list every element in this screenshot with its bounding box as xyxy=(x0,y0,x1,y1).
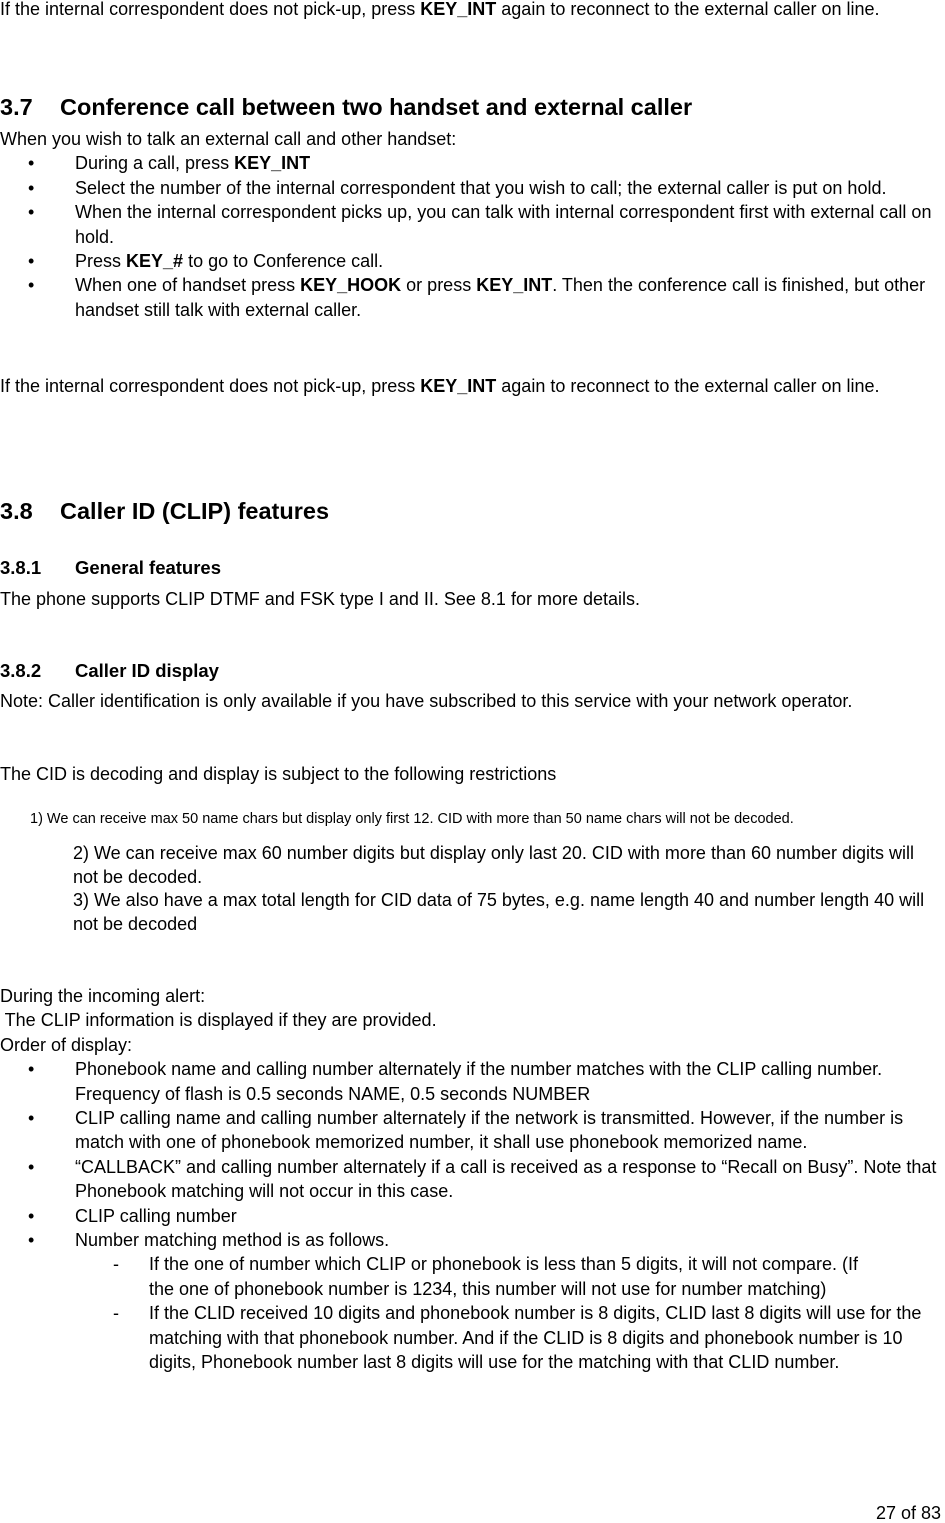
subsection-title: General features xyxy=(75,557,222,578)
page-number: 27 of 83 xyxy=(875,1503,941,1523)
paragraph-reconnect-top xyxy=(0,0,945,21)
section-title: Caller ID (CLIP) features xyxy=(60,498,330,524)
incoming-alert-block: During the incoming alert: The CLIP information is displayed if they are provided. Order of display: • Phonebook name and calling number alternately if the number matches with the CLIP calling number. Frequency of flash is 0.5 seconds NAME, 0.5 seconds NUMBER • CLIP calling name and calling number alternately if the network is transmitted. However, if the number is match with one of phonebook memorized number, it shall use phonebook memorized name. • “CALLBACK” and calling number alternately if a call is received as a response to “Recall on Busy”. Note that Phonebook matching will not occur in this case. • CLIP calling number • Number matching method is as follows. - If the one of number which CLIP or phonebook is less than 5 digits, it will not compare. (If the one of phonebook number is 1234, this number will not use for number matching) - If the CLID received 10 digits and phonebook number is 8 digits, CLID last 8 digits will use for the matching with that phonebook number. And if the CLID is 8 digits and phonebook number is 10 digits, Phonebook number last 8 digits will use for the matching with that CLID number. xyxy=(0,984,945,1375)
subsection-number: 3.8.1 xyxy=(0,557,42,578)
list-item: • CLIP calling number xyxy=(0,1204,945,1228)
text: If the internal correspondent does not pick-up, press xyxy=(0,0,421,19)
list-item: • CLIP calling name and calling number alternately if the network is transmitted. However, if the number is match with one of phonebook memorized number, it shall use phonebook memorized name. xyxy=(0,1106,945,1155)
paragraph-reconnect: If the internal correspondent does not pick-up, press KEY_INT again to reconnect to the external caller on line. xyxy=(0,376,880,396)
matching-method-list xyxy=(0,1252,945,1374)
general-features-text: The phone supports CLIP DTMF and FSK type I and II. See 8.1 for more details. xyxy=(0,589,640,609)
key-int-label: KEY_INT xyxy=(420,0,497,19)
section-number: 3.8 xyxy=(0,498,33,524)
section-heading-3-7 xyxy=(0,93,692,121)
list-item: - If the CLID received 10 digits and phonebook number is 8 digits, CLID last 8 digits will use for the matching with that phonebook number. And if the CLID is 8 digits and phonebook number is 10 digits, Phonebook number last 8 digits will use for the matching with that CLID number. xyxy=(0,1301,939,1374)
display-order-list xyxy=(0,1057,945,1252)
list-item: • Number matching method is as follows. xyxy=(0,1228,945,1252)
intro-text: When you wish to talk an external call and other handset: xyxy=(0,129,457,149)
list-item: • Phonebook name and calling number alternately if the number matches with the CLIP calling number. Frequency of flash is 0.5 seconds NAME, 0.5 seconds NUMBER xyxy=(0,1057,945,1106)
list-item: • Select the number of the internal correspondent that you wish to call; the external caller is put on hold. xyxy=(0,176,945,200)
text: again to reconnect to the external caller on line. xyxy=(496,0,880,19)
conference-steps-list xyxy=(0,151,945,322)
restriction-2: 2) We can receive max 60 number digits but display only last 20. CID with more than 60 number digits will not be decoded. xyxy=(73,843,915,888)
subsection-title: Caller ID display xyxy=(75,660,219,681)
list-item: • “CALLBACK” and calling number alternately if a call is received as a response to “Recall on Busy”. Note that Phonebook matching will not occur in this case. xyxy=(0,1155,945,1204)
subsection-heading-3-8-1 xyxy=(0,556,221,580)
section-heading-3-8 xyxy=(0,497,329,525)
subsection-heading-3-8-2 xyxy=(0,659,219,683)
subsection-number: 3.8.2 xyxy=(0,660,42,681)
restriction-1: 1) We can receive max 50 name chars but display only first 12. CID with more than 50 name chars will not be decoded. xyxy=(30,811,794,827)
restrictions-intro: The CID is decoding and display is subject to the following restrictions xyxy=(0,764,557,784)
list-item: • When one of handset press KEY_HOOK or press KEY_INT. Then the conference call is finished, but other handset still talk with external caller. xyxy=(0,273,945,322)
section-title: Conference call between two handset and external caller xyxy=(60,94,693,120)
caller-id-note: Note: Caller identification is only available if you have subscribed to this service with your network operator. xyxy=(0,691,853,711)
restriction-3: 3) We also have a max total length for CID data of 75 bytes, e.g. name length 40 and number length 40 will not be decoded xyxy=(73,890,925,935)
section-number: 3.7 xyxy=(0,94,33,120)
list-item: - If the one of number which CLIP or phonebook is less than 5 digits, it will not compare. (If the one of phonebook number is 1234, this number will not use for number matching) xyxy=(0,1252,939,1301)
list-item: • Press KEY_# to go to Conference call. xyxy=(0,249,945,273)
section-3-7-body xyxy=(0,127,945,322)
list-item: • During a call, press KEY_INT xyxy=(0,151,945,175)
list-item: • When the internal correspondent picks up, you can talk with internal correspondent first with external call on hold. xyxy=(0,200,945,249)
